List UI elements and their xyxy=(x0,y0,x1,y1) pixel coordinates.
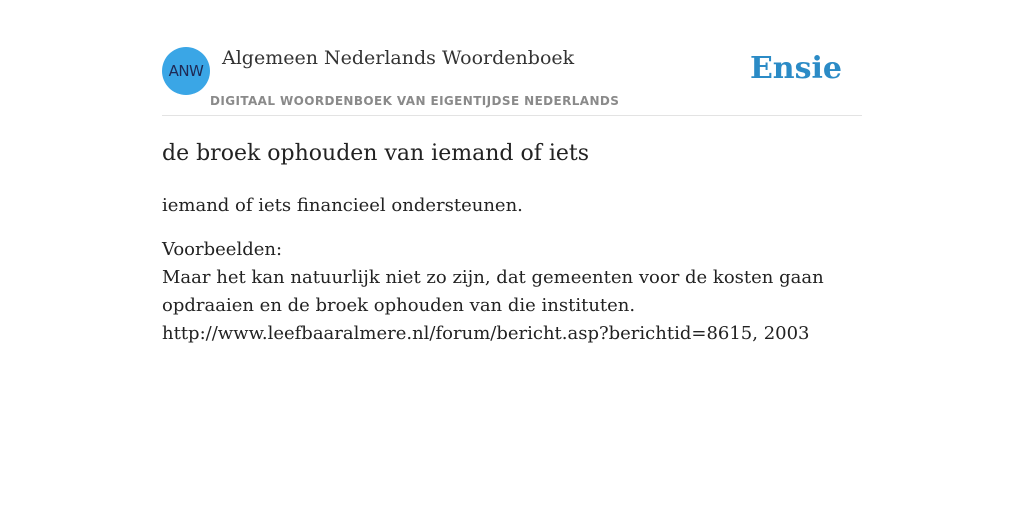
ensie-brand-link[interactable]: Ensie xyxy=(749,51,842,86)
site-header xyxy=(162,46,862,116)
entry-definition: iemand of iets financieel ondersteunen. xyxy=(162,195,523,216)
example-text: Maar het kan natuurlijk niet zo zijn, dat gemeenten voor de kosten gaan opdraaien en de broek ophouden van die instituten. xyxy=(162,267,824,316)
example-source: http://www.leefbaaralmere.nl/forum/bericht.asp?berichtid=8615, 2003 xyxy=(162,323,810,344)
dictionary-subtitle: DIGITAAL WOORDENBOEK VAN EIGENTIJDSE NEDERLANDS xyxy=(210,94,620,108)
logo-text: ANW xyxy=(168,62,204,80)
header-divider xyxy=(162,115,862,116)
dictionary-title[interactable]: Algemeen Nederlands Woordenboek xyxy=(222,47,575,69)
entry-headword: de broek ophouden van iemand of iets xyxy=(162,141,590,166)
entry-content xyxy=(162,138,862,348)
anw-logo[interactable] xyxy=(162,47,210,95)
examples-label: Voorbeelden: xyxy=(162,239,283,260)
